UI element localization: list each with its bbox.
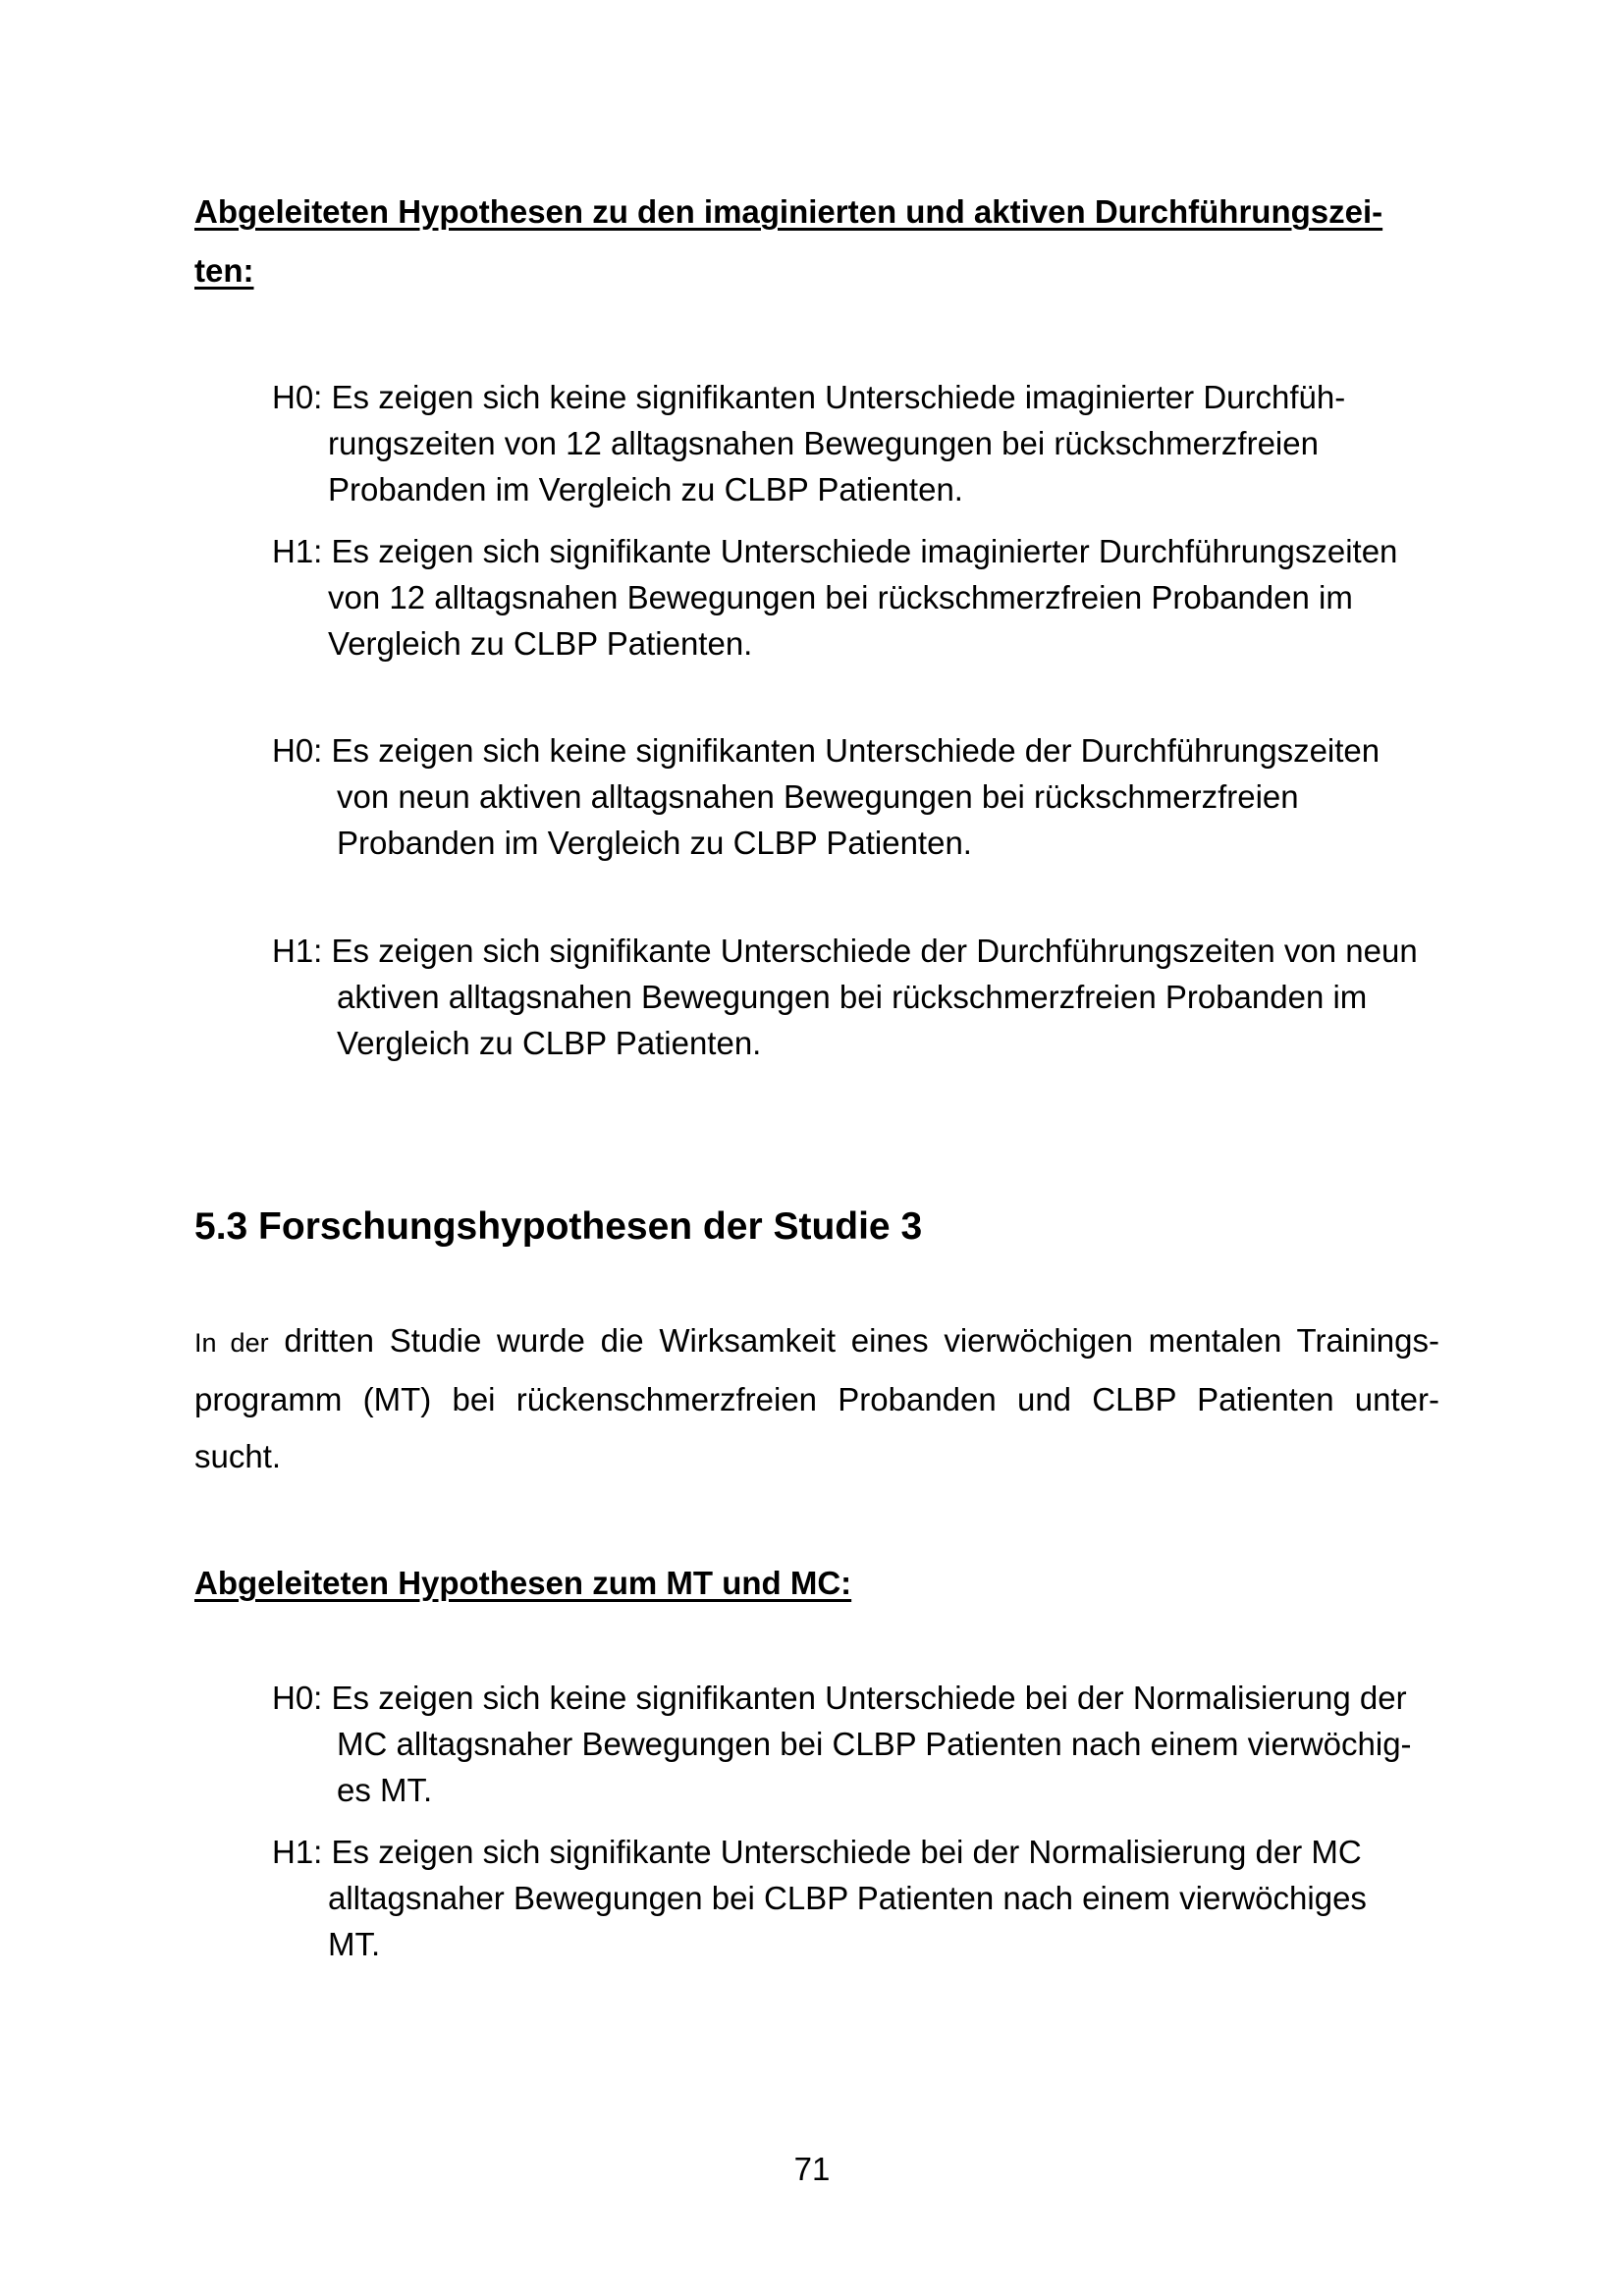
h0-imagined-line-3: Probanden im Vergleich zu CLBP Patienten. (328, 471, 963, 507)
hypothesis-block-active-h0 (272, 727, 1450, 866)
h1-mt-line-2: alltagsnaher Bewegungen bei CLBP Patienten nach einem vierwöchiges (328, 1880, 1367, 1916)
hypothesis-block-imagined (272, 374, 1450, 667)
paragraph-line-2: programm (MT) bei rückenschmerzfreien Probanden und CLBP Patienten unter- (194, 1381, 1439, 1417)
hypotheses-times-heading (194, 183, 1439, 300)
h0-active-line-2: von neun aktiven alltagsnahen Bewegungen bei rückschmerzfreien (337, 778, 1299, 815)
paragraph-prefix: In der (194, 1328, 269, 1358)
paragraph-line-3: sucht. (194, 1438, 282, 1474)
h1-active-line-2: aktiven alltagsnahen Bewegungen bei rückschmerzfreien Probanden im (337, 979, 1368, 1015)
h1-active-line-3: Vergleich zu CLBP Patienten. (337, 1025, 762, 1061)
h0-mt-line-1: H0: Es zeigen sich keine signifikanten Unterschiede bei der Normalisierung der (272, 1680, 1407, 1716)
heading-line-1: Abgeleiteten Hypothesen zu den imaginierten und aktiven Durchführungszei- (194, 193, 1383, 230)
h0-active-line-3: Probanden im Vergleich zu CLBP Patienten. (337, 825, 972, 861)
h1-imagined-line-3: Vergleich zu CLBP Patienten. (328, 625, 753, 662)
h0-imagined-line-1: H0: Es zeigen sich keine signifikanten Unterschiede imaginierter Durchfüh- (272, 379, 1346, 415)
page-number: 71 (793, 2151, 831, 2187)
hypothesis-block-mt (272, 1675, 1450, 1967)
paragraph-line-1 (194, 1312, 1439, 1371)
hypothesis-block-active-h1 (272, 928, 1450, 1066)
h1-imagined-line-2: von 12 alltagsnahen Bewegungen bei rückschmerzfreien Probanden im (328, 579, 1353, 615)
h1-active-line-1: H1: Es zeigen sich signifikante Unterschiede der Durchführungszeiten von neun (272, 933, 1418, 969)
h0-mt-line-3: es MT. (337, 1772, 433, 1808)
h1-mt-line-3: MT. (328, 1926, 381, 1962)
heading-line-2: ten: (194, 252, 254, 289)
paragraph-line-1-text: dritten Studie wurde die Wirksamkeit eines vierwöchigen mentalen Trainings- (284, 1322, 1440, 1359)
h0-active-line-1: H0: Es zeigen sich keine signifikanten Unterschiede der Durchführungszeiten (272, 732, 1380, 769)
h0-mt-line-2: MC alltagsnaher Bewegungen bei CLBP Patienten nach einem vierwöchig- (337, 1726, 1412, 1762)
section-title: 5.3 Forschungshypothesen der Studie 3 (194, 1205, 923, 1248)
h0-imagined-line-2: rungszeiten von 12 alltagsnahen Bewegungen bei rückschmerzfreien (328, 425, 1319, 461)
section-paragraph (194, 1312, 1439, 1485)
h1-imagined-line-1: H1: Es zeigen sich signifikante Unterschiede imaginierter Durchführungszeiten (272, 533, 1398, 569)
h1-mt-line-1: H1: Es zeigen sich signifikante Unterschiede bei der Normalisierung der MC (272, 1834, 1362, 1870)
hypotheses-mt-heading: Abgeleiteten Hypothesen zum MT und MC: (194, 1565, 852, 1601)
